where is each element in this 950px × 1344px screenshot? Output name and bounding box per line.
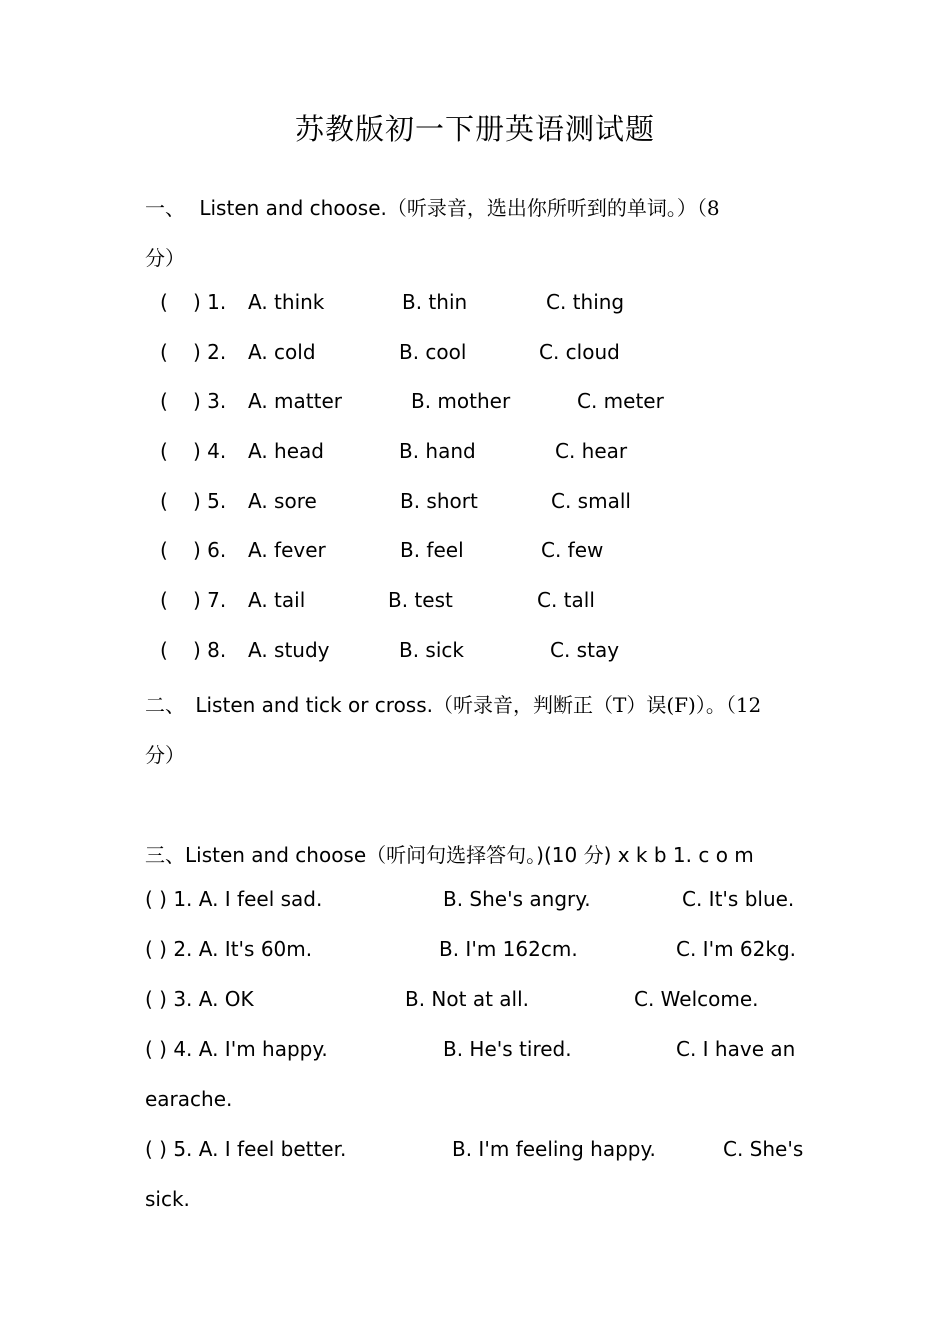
question-number: ) 8.	[193, 638, 227, 662]
question-number: ) 4.	[193, 439, 227, 463]
option-c: C. tall	[537, 588, 595, 612]
question-number: ) 1.	[193, 290, 227, 314]
option-b: B. hand	[399, 439, 476, 463]
answer-blank[interactable]: (	[160, 489, 168, 513]
option-b: B. I'm feeling happy.	[452, 1137, 656, 1161]
option-b: B. feel	[400, 538, 464, 562]
question-stem[interactable]: ( ) 2. A. It's 60m.	[145, 937, 313, 961]
option-b: B. She's angry.	[443, 887, 591, 911]
option-b: B. sick	[399, 638, 464, 662]
option-c: C. meter	[577, 389, 664, 413]
question-number: ) 2.	[193, 340, 227, 364]
option-c-continued: earache.	[145, 1087, 233, 1111]
option-c: C. It's blue.	[682, 887, 795, 911]
option-a: A. cold	[248, 340, 316, 364]
section2-instruction: （听录音，判断正（T）误(F)）。（12	[433, 693, 762, 717]
section1-score-tail: 分）	[145, 246, 185, 270]
option-b: B. mother	[411, 389, 511, 413]
page-title: 苏教版初一下册英语测试题	[294, 112, 655, 146]
question-number: ) 7.	[193, 588, 227, 612]
option-c: C. small	[551, 489, 631, 513]
option-b: B. Not at all.	[405, 987, 530, 1011]
question-number: ) 5.	[193, 489, 227, 513]
option-c: C. Welcome.	[634, 987, 759, 1011]
option-b: B. I'm 162cm.	[439, 937, 578, 961]
option-a: A. matter	[248, 389, 342, 413]
question-stem[interactable]: ( ) 3. A. OK	[145, 987, 254, 1011]
answer-blank[interactable]: (	[160, 389, 168, 413]
question-number: ) 6.	[193, 538, 227, 562]
section2-number: 二、	[145, 693, 185, 717]
option-b: B. cool	[399, 340, 467, 364]
section2-heading: Listen and tick or cross.	[195, 693, 434, 717]
answer-blank[interactable]: (	[160, 538, 168, 562]
option-b: B. thin	[402, 290, 468, 314]
option-a: A. fever	[248, 538, 326, 562]
question-stem[interactable]: ( ) 4. A. I'm happy.	[145, 1037, 328, 1061]
option-c: C. stay	[550, 638, 620, 662]
option-b: B. short	[400, 489, 478, 513]
option-b: B. test	[388, 588, 453, 612]
section3-instruction: （听问句选择答句。)(10 分) x k b 1. c o m	[366, 843, 754, 867]
question-number: ) 3.	[193, 389, 227, 413]
option-c: C. thing	[546, 290, 625, 314]
answer-blank[interactable]: (	[160, 290, 168, 314]
option-c: C. She's	[723, 1137, 804, 1161]
option-c: C. I'm 62kg.	[676, 937, 796, 961]
answer-blank[interactable]: (	[160, 340, 168, 364]
option-c: C. few	[541, 538, 604, 562]
option-c: C. cloud	[539, 340, 620, 364]
answer-blank[interactable]: (	[160, 439, 168, 463]
option-a: A. sore	[248, 489, 317, 513]
question-stem[interactable]: ( ) 1. A. I feel sad.	[145, 887, 323, 911]
question-stem[interactable]: ( ) 5. A. I feel better.	[145, 1137, 347, 1161]
option-c: C. hear	[555, 439, 628, 463]
section1-number: 一、	[145, 196, 185, 220]
option-a: A. study	[248, 638, 330, 662]
section1-heading: Listen and choose.	[199, 196, 387, 220]
section2-score-tail: 分）	[145, 743, 185, 767]
option-a: A. head	[248, 439, 324, 463]
answer-blank[interactable]: (	[160, 638, 168, 662]
section2-header	[145, 690, 761, 720]
option-c: C. I have an	[676, 1037, 796, 1061]
option-b: B. He's tired.	[443, 1037, 572, 1061]
section3-header	[145, 840, 754, 870]
option-a: A. think	[248, 290, 325, 314]
option-a: A. tail	[248, 588, 306, 612]
answer-blank[interactable]: (	[160, 588, 168, 612]
option-c-continued: sick.	[145, 1187, 190, 1211]
section1-instruction: （听录音，选出你所听到的单词。）（8	[386, 196, 720, 220]
section1-header	[145, 193, 720, 223]
section3-heading: 三、Listen and choose	[145, 843, 367, 867]
